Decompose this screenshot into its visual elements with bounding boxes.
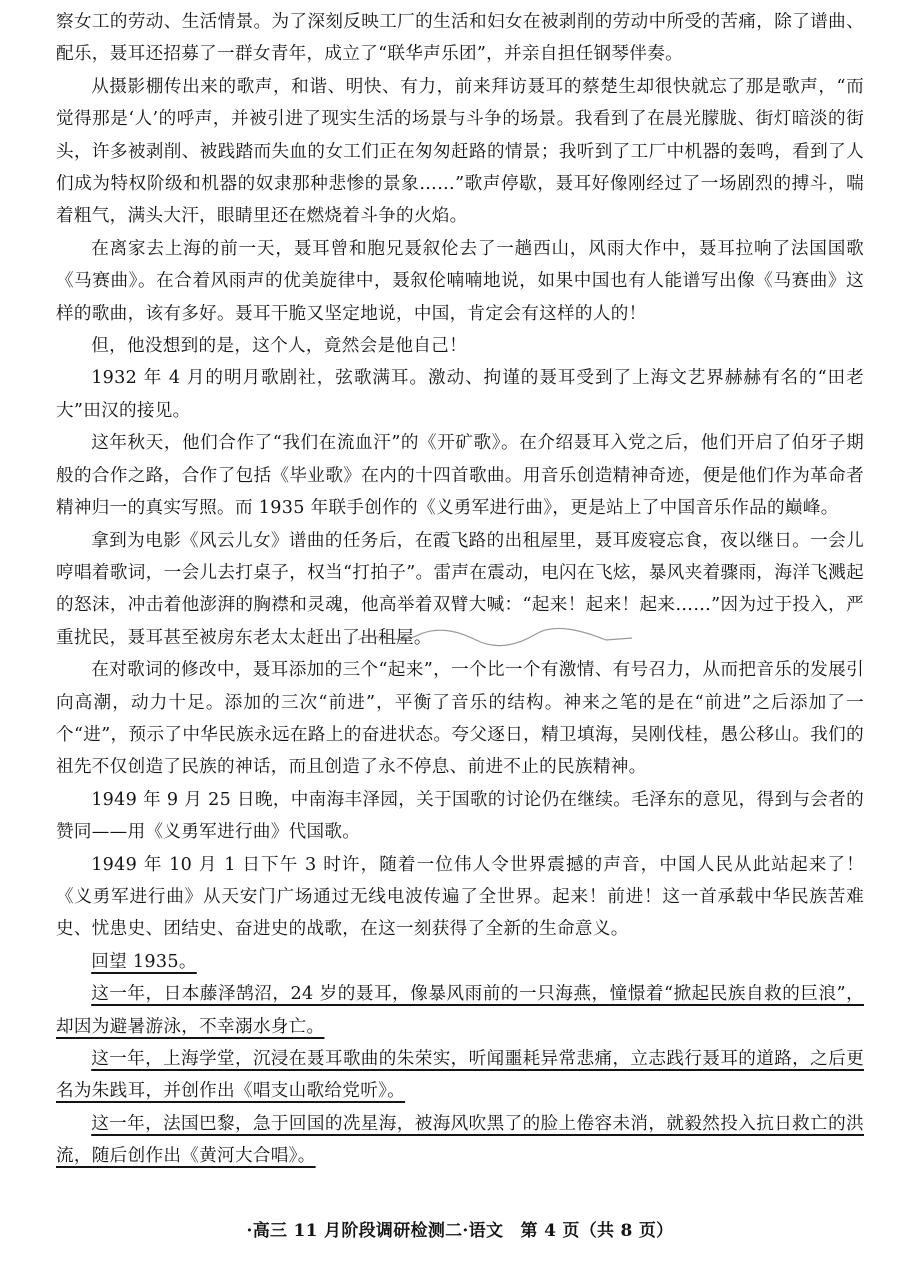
paragraph: 这年秋天，他们合作了“我们在流血汗”的《开矿歌》。在介绍聂耳入党之后，他们开启了伯牙子期般的合作之路，合作了包括《毕业歌》在内的十四首歌曲。用音乐创造精神奇迹，便是他们作为革命者精神归一的真实写照。而 1935 年联手创作的《义勇军进行曲》，更是站上了中国音乐作品的巅峰。	[56, 433, 864, 519]
paragraph	[56, 978, 864, 1043]
paragraph: 1932 年 4 月的明月歌剧社，弦歌满耳。激动、拘谨的聂耳受到了上海文艺界赫赫有名的“田老大”田汉的接见。	[56, 368, 864, 421]
paragraph: 1949 年 10 月 1 日下午 3 时许，随着一位伟人令世界震撼的声音，中国人民从此站起来了！《义勇军进行曲》从天安门广场通过无线电波传遍了全世界。起来！前进！这一首承载中华民族苦难史、忧患史、团结史、奋进史的战歌，在这一刻获得了全新的生命意义。	[56, 854, 864, 940]
underlined-text: 这一年，法国巴黎，急于回国的冼星海，被海风吹黑了的脸上倦容未消，就毅然投入抗日救亡的洪流，随后创作出《黄河大合唱》。	[56, 1113, 864, 1167]
document-page	[56, 0, 864, 1272]
underlined-text: 回望 1935。	[91, 951, 197, 972]
paragraph: 1949 年 9 月 25 日晚，中南海丰泽园，关于国歌的讨论仍在继续。毛泽东的意见，得到与会者的赞同——用《义勇军进行曲》代国歌。	[56, 789, 864, 843]
article-body	[56, 6, 864, 1173]
paragraph: 从摄影棚传出来的歌声，和谐、明快、有力，前来拜访聂耳的蔡楚生却很快就忘了那是歌声，“而觉得那是‘人’的呼声，并被引进了现实生活的场景与斗争的场景。我看到了在晨光朦胧、街灯暗淡的街头，许多被剥削、被践踏而失血的女工们正在匆匆赶路的情景；我听到了工厂中机器的轰鸣，看到了人们成为特权阶级和机器的奴隶那种悲惨的景象……”歌声停歇，聂耳好像刚经过了一场剧烈的搏斗，喘着粗气，满头大汗，眼睛里还在燃烧着斗争的火焰。	[56, 76, 864, 227]
paragraph: 但，他没想到的是，这个人，竟然会是他自己！	[91, 336, 467, 357]
paragraph	[56, 946, 864, 978]
paragraph: 在对歌词的修改中，聂耳添加的三个“起来”，一个比一个有激情、有号召力，从而把音乐的发展引向高潮，动力十足。添加的三次“前进”，平衡了音乐的结构。神来之笔的是在“前进”之后添加了一个“进”，预示了中华民族永远在路上的奋进状态。夸父逐日，精卫填海，吴刚伐桂，愚公移山。我们的祖先不仅创造了民族的神话，而且创造了永不停息、前进不止的民族精神。	[56, 660, 864, 778]
paragraph: 拿到为电影《风云儿女》谱曲的任务后，在霞飞路的出租屋里，聂耳废寝忘食，夜以继日。一会儿哼唱着歌词，一会儿去打桌子，权当“打拍子”。雷声在震动，电闪在飞炫，暴风夹着骤雨，海洋飞溅起的怒沫，冲击着他澎湃的胸襟和灵魂，他高举着双臂大喊：“起来！起来！起来……”因为过于投入，严重扰民，聂耳甚至被房东老太太赶出了出租屋。	[56, 530, 864, 648]
paragraph: 察女工的劳动、生活情景。为了深刻反映工厂的生活和妇女在被剥削的劳动中所受的苦痛，除了谱曲、配乐，聂耳还招募了一群女青年，成立了“联华声乐团”，并亲自担任钢琴伴奏。	[56, 12, 864, 65]
underlined-text: 这一年，上海学堂，沉浸在聂耳歌曲的朱荣实，听闻噩耗异常悲痛，立志践行聂耳的道路，之后更名为朱践耳，并创作出《唱支山歌给党听》。	[56, 1049, 864, 1102]
underlined-text: 这一年，日本藤泽鹄沼，24 岁的聂耳，像暴风雨前的一只海燕，憧憬着“掀起民族自救的巨浪”，却因为避暑游泳，不幸溺水身亡。	[56, 984, 864, 1037]
paragraph	[56, 1043, 864, 1108]
paragraph	[56, 1108, 864, 1173]
paragraph: 在离家去上海的前一天，聂耳曾和胞兄聂叙伦去了一趟西山，风雨大作中，聂耳拉响了法国国歌《马赛曲》。在合着风雨声的优美旋律中，聂叙伦喃喃地说，如果中国也有人能谱写出像《马赛曲》这样的歌曲，该有多好。聂耳干脆又坚定地说，中国，肯定会有这样的人的！	[56, 238, 864, 324]
page-footer: ·高三 11 月阶段调研检测二·语文 第 4 页（共 8 页）	[246, 1221, 674, 1241]
